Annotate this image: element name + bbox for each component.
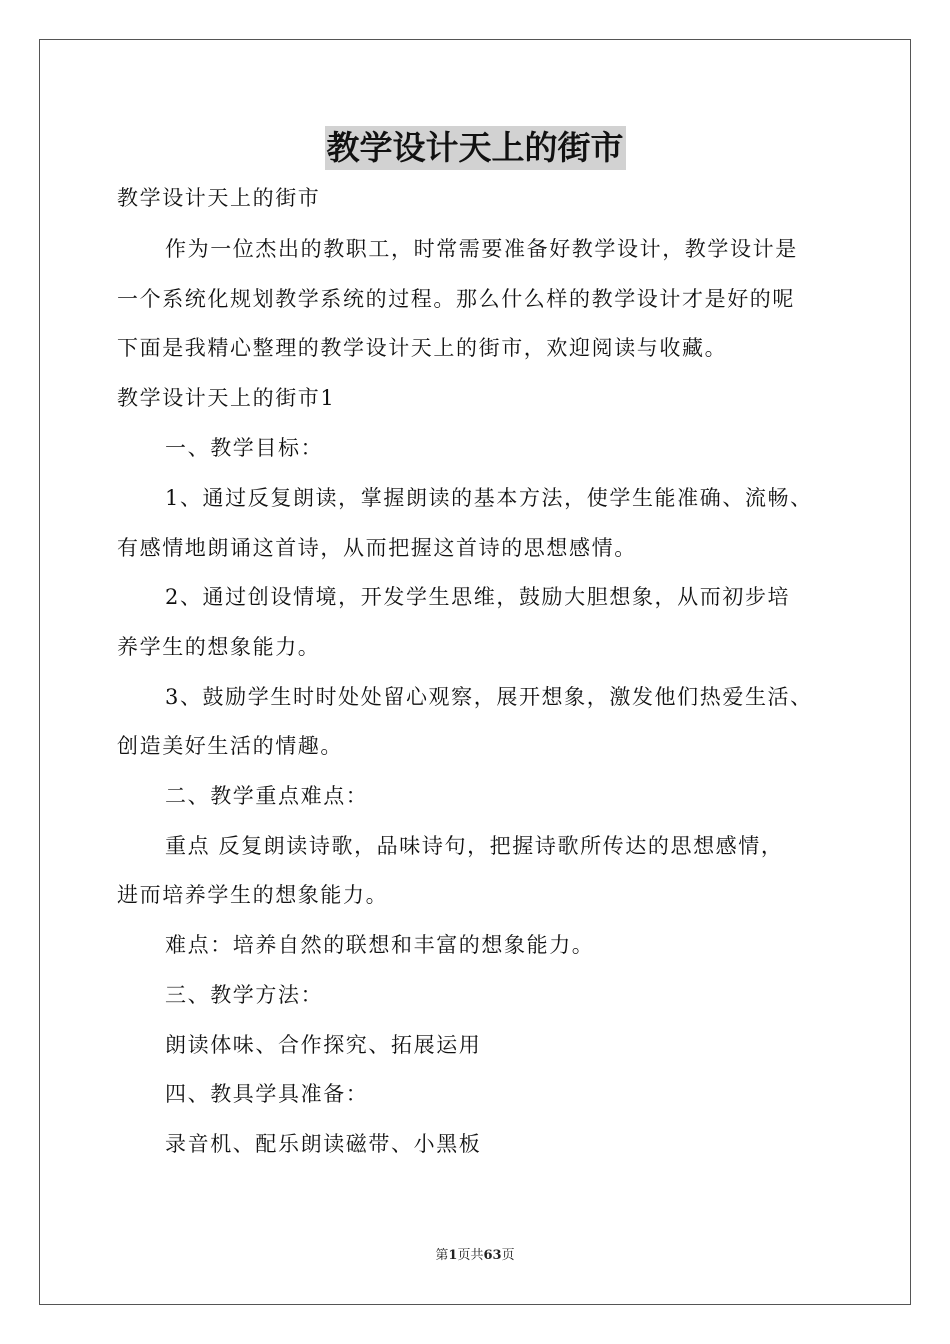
goal-3-line-2: 创造美好生活的情趣。 <box>117 734 343 758</box>
total-pages: 63 <box>483 1248 502 1263</box>
goal-1-line-2: 有感情地朗诵这首诗，从而把握这首诗的思想感情。 <box>117 536 637 560</box>
key-point-line-2: 进而培养学生的想象能力。 <box>117 883 389 907</box>
total-suffix: 页 <box>501 1248 515 1263</box>
document-subtitle: 教学设计天上的街市 <box>117 186 321 210</box>
page-prefix: 第 <box>435 1248 449 1263</box>
key-heading: 二、教学重点难点： <box>165 784 369 808</box>
page-suffix: 页 <box>457 1248 471 1263</box>
document-title: 教学设计天上的街市 <box>325 126 626 170</box>
tools-text: 录音机、配乐朗读磁带、小黑板 <box>165 1132 482 1156</box>
page-footer <box>0 1246 950 1266</box>
tools-heading: 四、教具学具准备： <box>165 1082 369 1106</box>
key-point-line-1: 重点 反复朗读诗歌，品味诗句，把握诗歌所传达的思想感情， <box>165 834 784 858</box>
section-title: 教学设计天上的街市1 <box>117 386 336 410</box>
page-number: 1 <box>448 1248 458 1263</box>
intro-line-1: 作为一位杰出的教职工，时常需要准备好教学设计，教学设计是 <box>165 237 798 261</box>
intro-line-3: 下面是我精心整理的教学设计天上的街市，欢迎阅读与收藏。 <box>117 336 728 360</box>
total-prefix: 共 <box>470 1248 484 1263</box>
title-container <box>0 126 950 170</box>
intro-line-2: 一个系统化规划教学系统的过程。那么什么样的教学设计才是好的呢 <box>117 287 795 311</box>
goal-2-line-2: 养学生的想象能力。 <box>117 635 321 659</box>
method-text: 朗读体味、合作探究、拓展运用 <box>165 1033 482 1057</box>
goal-heading: 一、教学目标： <box>165 436 324 460</box>
goal-2-line-1: 2、通过创设情境，开发学生思维，鼓励大胆想象，从而初步培 <box>165 585 791 609</box>
goal-1-line-1: 1、通过反复朗读，掌握朗读的基本方法，使学生能准确、流畅、 <box>165 486 813 510</box>
goal-3-line-1: 3、鼓励学生时时处处留心观察，展开想象，激发他们热爱生活、 <box>165 685 813 709</box>
method-heading: 三、教学方法： <box>165 983 324 1007</box>
difficulty-point: 难点：培养自然的联想和丰富的想象能力。 <box>165 933 595 957</box>
